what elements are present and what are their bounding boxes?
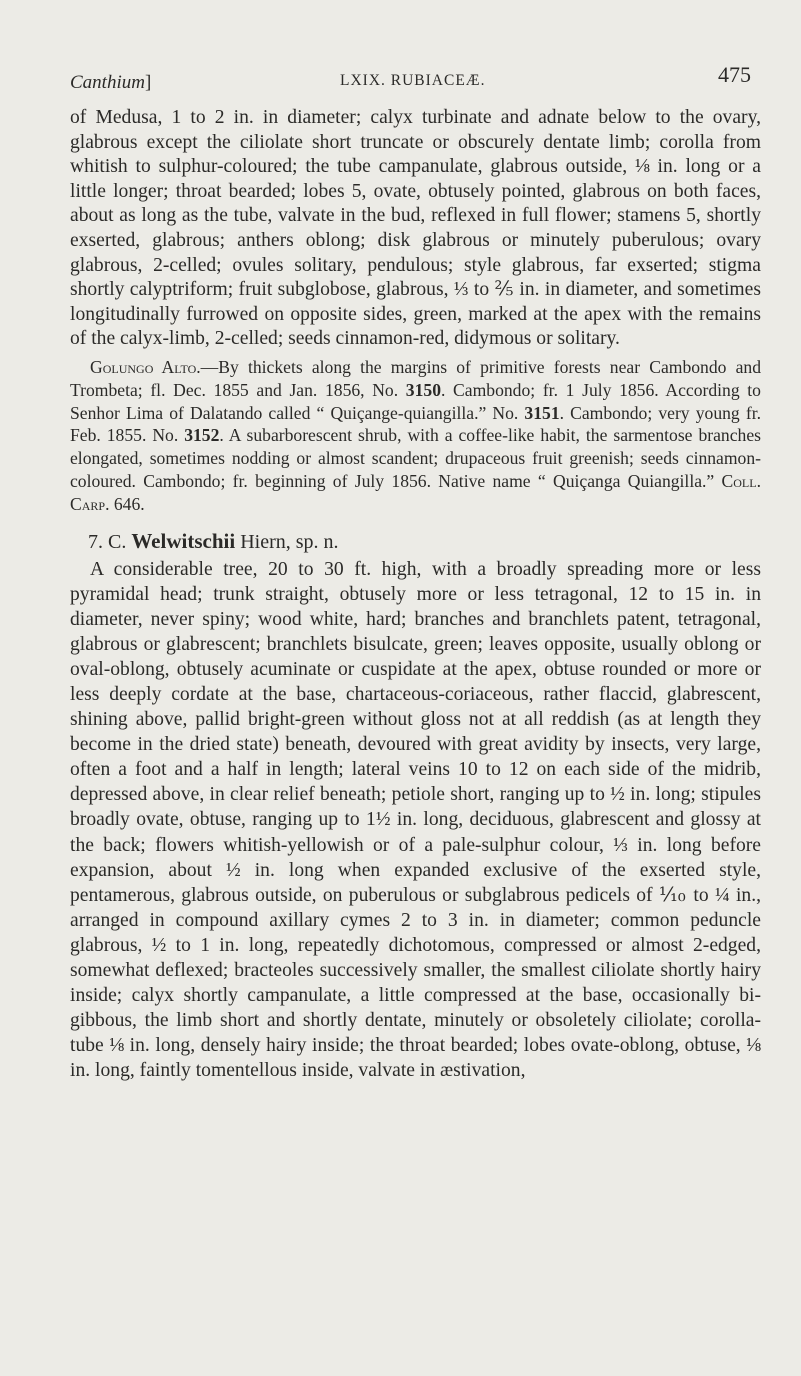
running-title (70, 72, 151, 94)
page-header (70, 62, 761, 92)
locality-text-2: . Cambondo; fr. 1 July 1856. According to Senhor Lima of Dalatando called “ Quiçange-quiangilla.” No. (70, 379, 761, 423)
species-description-paragraph: A considerable tree, 20 to 30 ft. high, with a broadly spreading more or less pyramidal head; trunk straight, obtusely more or less tetragonal, 12 to 15 in. in diameter, never spiny; wood white, hard; branches and branchlets patent, tetragonal, glabrous or glabrescent; branchlets bisulcate, green; leaves opposite, usually oblong or oval-oblong, obtusely acuminate or cuspidate at the apex, obtuse rounded or more or less deeply cordate at the base, chartaceous-coriaceous, rather flaccid, glabrescent, shining above, pallid bright-green without gloss not at all reddish (as at length they become in the dried state) beneath, devoured with great avidity by insects, very large, often a foot and a half in length; lateral veins 10 to 12 on each side of the midrib, depressed above, in clear relief beneath; petiole short, ranging up to ½ in. long; stipules broadly ovate, obtuse, ranging up to 1½ in. long, deciduous, glabrescent and glossy at the back; flowers whitish-yellowish or of a pale-sulphur colour, ⅓ in. long before expansion, about ½ in. long when expanded exclusive of the exserted style, pentamerous, glabrous outside, on puberulous or subglabrous pedicels of ⅒ to ¼ in., arranged in compound axillary cymes 2 to 3 in. in diameter; common peduncle glabrous, ½ to 1 in. long, repeatedly dichotomous, compressed or almost 2-edged, somewhat deflexed; bracteoles successively smaller, the smallest ciliolate shortly hairy inside; calyx shortly campanulate, a little compressed at the base, occasionally bi-gibbous, the limb short and shortly dentate, minutely or obsoletely ciliolate; corolla-tube ⅛ in. long, densely hairy inside; the throat bearded; lobes ovate-oblong, obtuse, ⅛ in. long, faintly tomentellous inside, valvate in æstivation, (70, 558, 761, 1082)
locality-paragraph (70, 356, 761, 516)
specimen-number-3: 3152 (184, 425, 220, 446)
description-paragraph-continued: of Medusa, 1 to 2 in. in diameter; calyx turbinate and adnate below to the ovary, glabrous except the ciliolate short truncate or obscurely dentate limb; corolla from whitish to sulphur-coloured; the tube campanulate, glabrous outside, ⅛ in. long or a little longer; throat bearded; lobes 5, ovate, obtusely pointed, glabrous on both faces, about as long as the tube, valvate in the bud, reflexed in full flower; stamens 5, shortly exserted, glabrous; anthers oblong; disk glabrous or minutely puberulous; ovary glabrous, 2-celled; ovules solitary, pendulous; style glabrous, far exserted; stigma shortly calyptriform; fruit subglobose, glabrous, ⅓ to ⅖ in. in diameter, and sometimes longitudinally furrowed on opposite sides, green, marked at the apex with the remains of the calyx-limb, 2-celled; seeds cinnamon-red, didymous or solitary. (70, 107, 761, 350)
running-title-genus: Canthium (70, 72, 145, 93)
locality-text-1: —By thickets along the margins of primitive forests near Cambondo and Trombeta; fl. Dec. 1855 and Jan. 1856, No. (70, 356, 761, 400)
collection-reference: Coll. Carp. 646. (70, 470, 761, 514)
page-number: 475 (718, 62, 751, 87)
species-authority: Hiern, sp. n. (240, 530, 339, 553)
specimen-number-2: 3151 (524, 402, 560, 423)
running-title-bracket: ] (144, 72, 152, 93)
specimen-number-1: 3150 (405, 379, 441, 400)
species-number: 7. C. (88, 530, 127, 553)
locality-place: Golungo Alto. (90, 356, 201, 377)
locality-text-4: . A subarborescent shrub, with a coffee-like habit, the sarmentose branches elongated, sometimes nodding or almost scandent; drupaceous fruit greenish; seeds cinnamon-coloured. Cambondo; fr. beginning of July 1856. Native name “ Quiçanga Quiangilla.” (70, 425, 761, 491)
species-heading (70, 528, 761, 555)
section-title: LXIX. RUBIACEÆ. (340, 72, 486, 89)
species-name: Welwitschii (131, 528, 236, 553)
locality-text-3: . Cambondo; very young fr. Feb. 1855. No. (70, 402, 761, 446)
